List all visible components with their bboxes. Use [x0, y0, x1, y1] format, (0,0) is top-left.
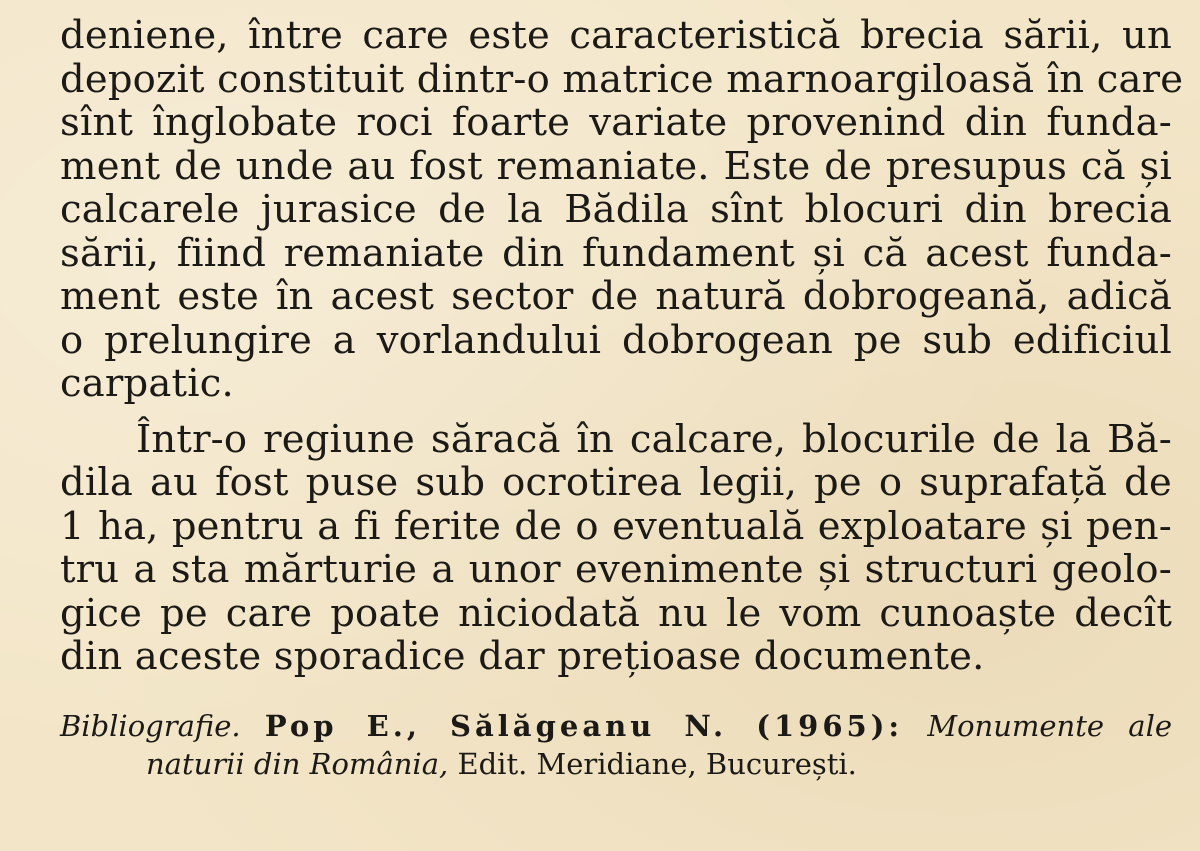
text-line: Într-o regiune săracă în calcare, blocurile de la Bă-: [136, 416, 1172, 462]
text-line: ment de unde au fost remaniate. Este de presupus că și: [60, 143, 1172, 189]
paragraph-gap: [60, 406, 1172, 418]
text-line: din aceste sporadice dar prețioase documente.: [60, 634, 985, 679]
text-line: 1 ha, pentru a fi ferite de o eventuală exploatare și pen-: [60, 503, 1172, 549]
text-line: calcarele jurasice de la Bădila sînt blocuri din brecia: [60, 187, 1172, 232]
bibliography-title-part1: Monumente ale: [927, 708, 1173, 743]
paragraph-2: [60, 418, 1172, 679]
text-line: gice pe care poate niciodată nu le vom cunoaște decît: [60, 590, 1172, 636]
text-line: sînt înglobate roci foarte variate provenind din funda-: [60, 100, 1172, 145]
bibliography-label: Bibliografie.: [60, 708, 241, 743]
text-line: tru a sta mărturie a unor evenimente și structuri geolo-: [60, 547, 1172, 592]
paragraph-1: [60, 13, 1184, 406]
bibliography: [60, 707, 1172, 783]
bibliography-title-part2: naturii din România,: [146, 746, 449, 781]
bibliography-publisher: Edit. Meridiane, București.: [457, 746, 857, 781]
text-line: dila au fost puse sub ocrotirea legii, pe o suprafață de: [60, 460, 1172, 505]
bibliography-authors: Pop E., Sălăgeanu N. (1965):: [264, 708, 904, 743]
bibliography-line-2: [60, 745, 1172, 783]
bibliography-line-1: [60, 707, 1172, 745]
text-line: ment este în acest sector de natură dobrogeană, adică: [60, 274, 1172, 319]
text-line: deniene, între care este caracteristică brecia sării, un: [60, 13, 1172, 58]
text-line: sării, fiind remaniate din fundament și că acest funda-: [60, 230, 1172, 276]
text-line: depozit constituit dintr-o matrice marnoargiloasă în care: [60, 56, 1184, 102]
text-line: o prelungire a vorlandului dobrogean pe sub edificiul: [60, 317, 1172, 363]
text-line: carpatic.: [60, 361, 234, 406]
book-page: [60, 13, 1184, 844]
